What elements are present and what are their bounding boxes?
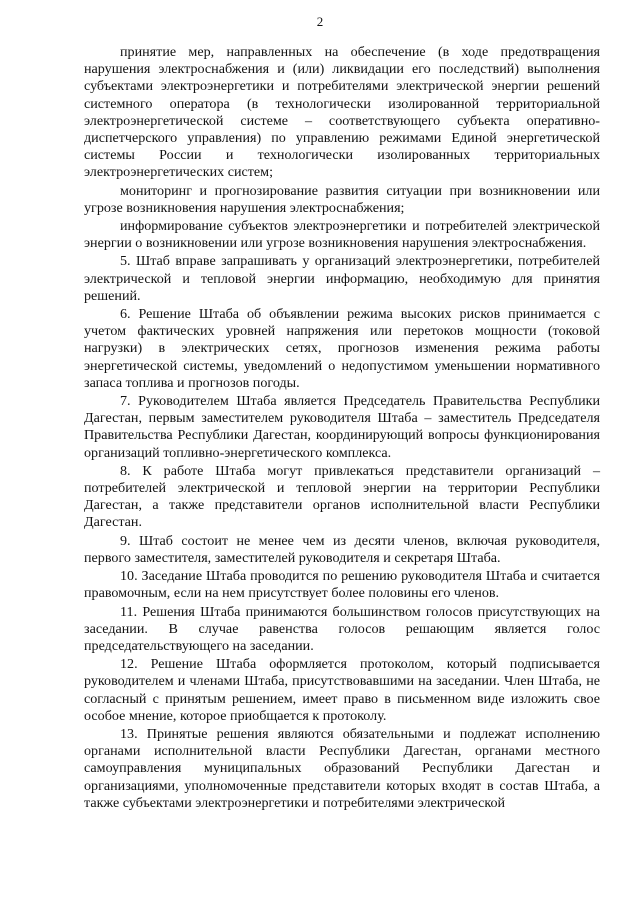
paragraph: 13. Принятые решения являются обязательными и подлежат исполнению органами исполнительной власти Республики Дагестан, органами местного самоуправления муниципальных образований Республики Дагестан и организациями, уполномоченные представители которых входят в состав Штаба, а также субъектами электроэнергетики и потребителями электрической bbox=[84, 725, 600, 811]
document-body bbox=[84, 44, 600, 813]
paragraph: информирование субъектов электроэнергетики и потребителей электрической энергии о возникновении или угрозе возникновения нарушения электроснабжения. bbox=[84, 218, 600, 252]
paragraph: 7. Руководителем Штаба является Председатель Правительства Республики Дагестан, первым заместителем руководителя Штаба – заместитель Председателя Правительства Республики Дагестан, координирующий вопросы функционирования организаций топливно-энергетического комплекса. bbox=[84, 393, 600, 461]
page-number: 2 bbox=[316, 14, 324, 29]
paragraph: 8. К работе Штаба могут привлекаться представители организаций – потребителей электрической и тепловой энергии на территории Республики Дагестан, а также представители органов исполнительной власти Республики Дагестан. bbox=[84, 462, 600, 531]
paragraph: 6. Решение Штаба об объявлении режима высоких рисков принимается с учетом фактических уровней напряжения или перетоков мощности (токовой нагрузки) в электрических сетях, прогнозов изменения режима работы энергетической системы, уведомлений о недопустимом уменьшении нормативного запаса топлива и прогнозов погоды. bbox=[84, 306, 600, 391]
paragraph: 5. Штаб вправе запрашивать у организаций электроэнергетики, потребителей электрической и тепловой энергии информацию, необходимую для принятия решений. bbox=[84, 253, 600, 304]
paragraph: 10. Заседание Штаба проводится по решению руководителя Штаба и считается правомочным, если на нем присутствует более половины его членов. bbox=[84, 568, 600, 602]
paragraph: мониторинг и прогнозирование развития ситуации при возникновении или угрозе возникновения нарушения электроснабжения; bbox=[84, 182, 600, 216]
paragraph: 12. Решение Штаба оформляется протоколом, который подписывается руководителем и членами Штаба, присутствовавшими на заседании. Член Штаба, не согласный с принятым решением, имеет право в письменном виде изложить свое особое мнение, которое приобщается к протоколу. bbox=[84, 656, 600, 724]
paragraph: принятие мер, направленных на обеспечение (в ходе предотвращения нарушения электроснабжения и (или) ликвидации его последствий) выполнения субъектами электроэнергетики и потребителями электрической энергии решений системного оператора (в технологически изолированной территориальной электроэнергетической системе – соответствующего субъекта оперативно-диспетчерского управления) по управлению режимами Единой энергетической системы России и технологически изолированных территориальных электроэнергетических систем; bbox=[84, 44, 600, 181]
paragraph: 11. Решения Штаба принимаются большинством голосов присутствующих на заседании. В случае равенства голосов решающим является голос председательствующего на заседании. bbox=[84, 603, 600, 654]
paragraph: 9. Штаб состоит не менее чем из десяти членов, включая руководителя, первого заместителя, заместителей руководителя и секретаря Штаба. bbox=[84, 532, 600, 566]
